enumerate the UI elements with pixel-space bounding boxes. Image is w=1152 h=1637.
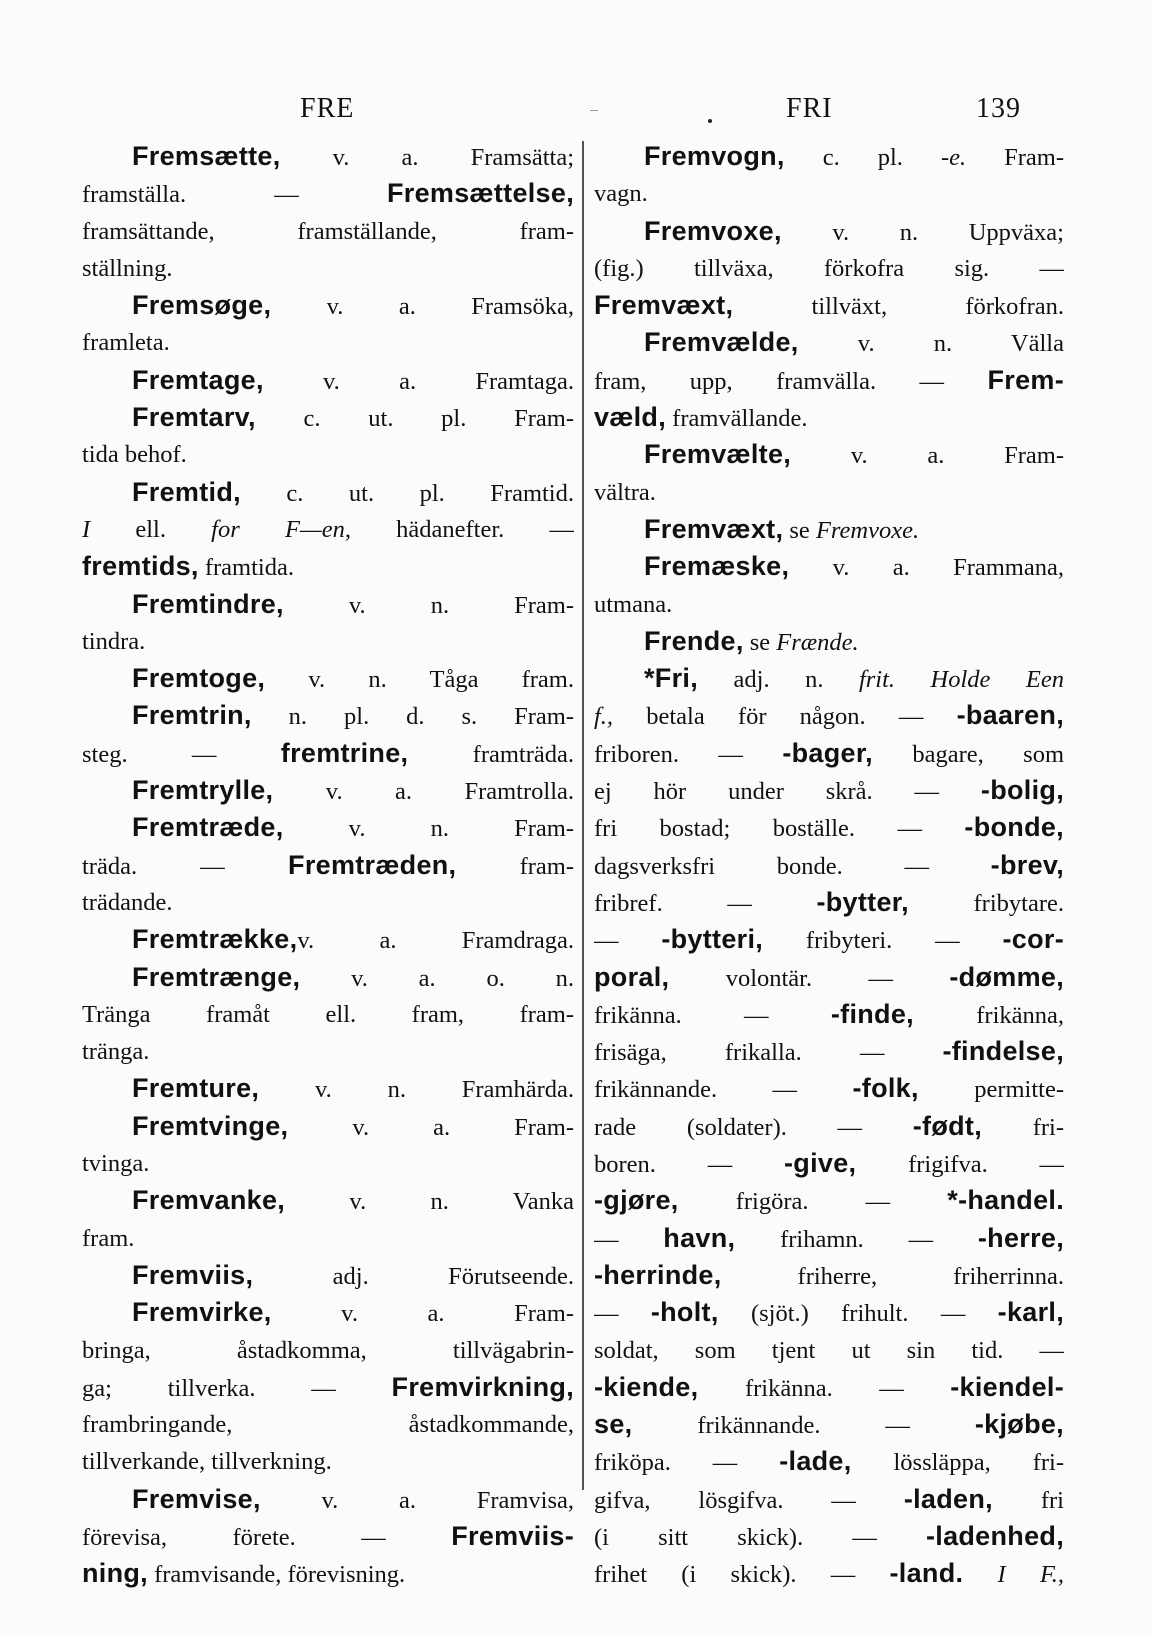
body-text: bringa, åstadkomma, tillvägabrin- bbox=[82, 1336, 574, 1364]
headword: fremtids, bbox=[82, 551, 199, 582]
body-text: adj. Förutseende. bbox=[253, 1262, 574, 1290]
body-text: fribyteri. — bbox=[763, 927, 1003, 955]
text-line bbox=[594, 772, 1064, 809]
italic-text: Frænde. bbox=[776, 628, 859, 656]
body-text: v. a. Framtrolla. bbox=[273, 778, 574, 806]
body-text: v. n. Uppväxa; bbox=[781, 218, 1064, 246]
text-line bbox=[594, 660, 1064, 697]
text-line bbox=[82, 697, 574, 734]
body-text: fri bbox=[992, 1486, 1064, 1514]
text-line bbox=[82, 1220, 574, 1257]
headword: -cor- bbox=[1002, 924, 1064, 955]
body-text: n. pl. d. s. Fram- bbox=[251, 703, 574, 731]
headword: Fremsætte, bbox=[132, 141, 281, 171]
headword: Fremtrænge, bbox=[132, 961, 301, 992]
text-line bbox=[594, 399, 1064, 436]
body-text: frambringande, åstadkommande, bbox=[82, 1411, 574, 1439]
body-text: (i sitt skick). — bbox=[594, 1523, 926, 1551]
body-text: friköpa. — bbox=[594, 1449, 780, 1477]
headword: -herrinde, bbox=[594, 1259, 722, 1290]
body-text: framställa. — bbox=[82, 181, 388, 209]
running-head-right: FRI bbox=[786, 93, 833, 124]
headword: -lade, bbox=[779, 1446, 852, 1477]
body-text: vagn. bbox=[594, 180, 648, 208]
headword: Fremvoxe, bbox=[644, 215, 782, 246]
body-text: v. n. Fram- bbox=[283, 815, 574, 843]
text-line bbox=[82, 324, 574, 361]
body-text bbox=[963, 1561, 997, 1588]
headword: -ladenhed, bbox=[925, 1520, 1064, 1551]
page-number: 139 bbox=[976, 93, 1021, 124]
body-text: ell. bbox=[90, 515, 212, 543]
text-line bbox=[594, 809, 1064, 846]
body-text: v. a. Fram- bbox=[271, 1300, 574, 1328]
body-text: frisäga, frikalla. — bbox=[594, 1039, 943, 1067]
body-text: frikänna. — bbox=[698, 1374, 951, 1402]
header-dash bbox=[590, 110, 598, 111]
body-text: tränga. bbox=[82, 1038, 150, 1066]
text-line bbox=[82, 1406, 574, 1443]
text-line bbox=[594, 474, 1064, 511]
body-text: v. a. Frammana, bbox=[789, 554, 1064, 582]
text-line bbox=[82, 548, 574, 585]
body-text: v. a. Fram- bbox=[791, 442, 1064, 470]
headword: -brev, bbox=[990, 849, 1064, 880]
text-line bbox=[82, 996, 574, 1033]
body-text: gifva, lösgifva. — bbox=[594, 1486, 904, 1514]
text-line bbox=[82, 1033, 574, 1070]
headword: Fremvæxt, bbox=[644, 513, 784, 544]
headword: -holt, bbox=[650, 1297, 719, 1328]
text-line bbox=[594, 623, 1064, 660]
body-text: v. a. o. n. bbox=[300, 964, 574, 992]
headword: poral, bbox=[594, 961, 670, 992]
running-head-left: FRE bbox=[300, 93, 355, 124]
body-text: v. n. Vanka bbox=[285, 1188, 574, 1216]
text-line bbox=[82, 1070, 574, 1107]
headword: Fremvogn, bbox=[644, 141, 785, 171]
headword: Fremtræden, bbox=[288, 849, 457, 880]
headword: -bonde, bbox=[964, 812, 1064, 843]
text-line bbox=[594, 1443, 1064, 1480]
italic-text: frit. Holde Een bbox=[858, 666, 1064, 694]
headword: Fremtarv, bbox=[132, 402, 256, 433]
text-line bbox=[594, 138, 1064, 175]
body-text: fri bostad; boställe. — bbox=[594, 815, 965, 843]
body-text: adj. n. bbox=[698, 666, 859, 694]
text-line bbox=[82, 809, 574, 846]
italic-text: for F—en, bbox=[211, 515, 351, 543]
body-text: fram. bbox=[82, 1224, 135, 1252]
text-line bbox=[594, 1294, 1064, 1331]
headword: Fremviis- bbox=[451, 1520, 574, 1551]
text-line bbox=[82, 586, 574, 623]
body-text: fram- bbox=[456, 852, 574, 880]
headword: -bolig, bbox=[980, 775, 1064, 806]
body-text: tvinga. bbox=[82, 1150, 150, 1178]
body-text: fram, upp, framvälla. — bbox=[594, 367, 988, 395]
text-line bbox=[82, 921, 574, 958]
headword: se, bbox=[594, 1409, 633, 1440]
text-line bbox=[594, 1145, 1064, 1182]
body-text: v. a. Fram- bbox=[288, 1113, 574, 1141]
text-line bbox=[594, 213, 1064, 250]
text-line bbox=[594, 250, 1064, 287]
text-line bbox=[594, 436, 1064, 473]
text-line bbox=[82, 250, 574, 287]
text-line bbox=[594, 586, 1064, 623]
text-line bbox=[82, 884, 574, 921]
body-text: steg. — bbox=[82, 740, 281, 768]
left-column bbox=[82, 138, 574, 1593]
text-line bbox=[594, 1555, 1064, 1592]
italic-text: I F., bbox=[997, 1561, 1064, 1589]
body-text: — bbox=[594, 1225, 664, 1253]
text-line bbox=[82, 1332, 574, 1369]
text-line bbox=[594, 1257, 1064, 1294]
body-text: boren. — bbox=[594, 1151, 784, 1179]
headword: -land. bbox=[889, 1558, 964, 1589]
headword: -laden, bbox=[903, 1483, 993, 1514]
body-text: träda. — bbox=[82, 852, 289, 880]
text-line bbox=[82, 735, 574, 772]
headword: Fremtrin, bbox=[132, 700, 252, 731]
header-dot bbox=[708, 119, 712, 123]
body-text: Tränga framåt ell. fram, fram- bbox=[82, 1000, 574, 1028]
body-text: tillverkande, tillverkning. bbox=[82, 1448, 332, 1476]
body-text: frihet (i skick). — bbox=[594, 1561, 890, 1589]
body-text: friherre, friherrinna. bbox=[721, 1262, 1064, 1290]
body-text: se bbox=[743, 628, 777, 656]
body-text: frigöra. — bbox=[678, 1188, 948, 1216]
body-text: framleta. bbox=[82, 329, 170, 357]
headword: fremtrine, bbox=[280, 737, 409, 768]
text-line bbox=[82, 399, 574, 436]
body-text: frigifva. — bbox=[856, 1151, 1064, 1179]
headword: -gjøre, bbox=[594, 1185, 679, 1216]
text-line bbox=[594, 511, 1064, 548]
headword: Fremtid, bbox=[132, 476, 241, 507]
italic-text: I bbox=[82, 515, 91, 543]
text-line bbox=[594, 1033, 1064, 1070]
body-text: betala för någon. — bbox=[613, 703, 957, 731]
text-line bbox=[82, 1555, 574, 1592]
body-text: fri- bbox=[982, 1113, 1064, 1141]
body-text: ställning. bbox=[82, 254, 173, 282]
body-text: tida behof. bbox=[82, 441, 187, 469]
headword: Fremtræde, bbox=[132, 812, 284, 843]
text-line bbox=[594, 548, 1064, 585]
body-text: tindra. bbox=[82, 627, 146, 655]
body-text: trädande. bbox=[82, 888, 173, 916]
headword: Fremvirke, bbox=[132, 1297, 272, 1328]
body-text: — bbox=[594, 927, 662, 955]
text-line bbox=[82, 362, 574, 399]
body-text: v. n. Tåga fram. bbox=[265, 666, 574, 694]
body-text: dagsverksfri bonde. — bbox=[594, 852, 991, 880]
body-text: v. a. Framsätta; bbox=[280, 144, 574, 171]
body-text: tillväxt, förkofran. bbox=[733, 293, 1064, 321]
headword: Frende, bbox=[644, 625, 744, 656]
text-line bbox=[594, 1070, 1064, 1107]
text-line bbox=[594, 921, 1064, 958]
body-text: bagare, som bbox=[872, 740, 1064, 768]
body-text: v. n. Välla bbox=[798, 330, 1064, 358]
body-text: v. a. Framdraga. bbox=[297, 927, 574, 955]
headword: Fremvælde, bbox=[644, 327, 799, 358]
text-line bbox=[82, 623, 574, 660]
text-line bbox=[82, 1518, 574, 1555]
headword: ning, bbox=[82, 1558, 148, 1589]
headword: -kiendel- bbox=[950, 1371, 1064, 1402]
text-line bbox=[82, 959, 574, 996]
text-line bbox=[594, 697, 1064, 734]
body-text: fribref. — bbox=[594, 889, 817, 917]
body-text: friboren. — bbox=[594, 740, 783, 768]
headword: *-handel. bbox=[947, 1185, 1064, 1216]
text-line bbox=[82, 138, 574, 175]
text-line bbox=[594, 847, 1064, 884]
body-text: framvisande, förevisning. bbox=[147, 1561, 406, 1589]
body-text: permitte- bbox=[918, 1076, 1064, 1104]
body-text: frikänna, bbox=[913, 1001, 1064, 1029]
headword: Fremvæxt, bbox=[594, 290, 734, 321]
headword: -dømme, bbox=[949, 961, 1064, 992]
text-line bbox=[82, 772, 574, 809]
text-line bbox=[82, 1481, 574, 1518]
headword: -født, bbox=[912, 1110, 983, 1141]
right-column bbox=[594, 138, 1064, 1593]
body-text: frikännande. — bbox=[632, 1412, 975, 1440]
text-line bbox=[82, 287, 574, 324]
body-text: förevisa, förete. — bbox=[82, 1523, 452, 1551]
body-text: v. a. Framvisa, bbox=[260, 1486, 574, 1514]
body-text: v. n. Fram- bbox=[283, 591, 574, 619]
text-line bbox=[594, 1182, 1064, 1219]
headword: havn, bbox=[663, 1222, 736, 1253]
headword: -finde, bbox=[830, 998, 914, 1029]
text-line bbox=[594, 1369, 1064, 1406]
body-text: c. ut. pl. Fram- bbox=[255, 405, 574, 433]
body-text: se bbox=[783, 516, 816, 544]
body-text: Fram- bbox=[966, 144, 1064, 171]
body-text: utmana. bbox=[594, 590, 673, 618]
italic-text: f., bbox=[594, 703, 614, 731]
text-line bbox=[82, 1182, 574, 1219]
headword: -kjøbe, bbox=[974, 1409, 1064, 1440]
body-text: v. n. Framhärda. bbox=[259, 1076, 574, 1104]
body-text: c. pl. bbox=[784, 144, 941, 171]
italic-text: Fremvoxe. bbox=[815, 516, 920, 544]
body-text: framträda. bbox=[408, 740, 574, 768]
body-text: fribytare. bbox=[908, 889, 1064, 917]
body-text: v. a. Framsöka, bbox=[271, 293, 574, 321]
headword: Fremsættelse, bbox=[387, 178, 574, 209]
text-line bbox=[594, 1332, 1064, 1369]
text-line bbox=[594, 884, 1064, 921]
text-line bbox=[594, 735, 1064, 772]
headword: Fremtvinge, bbox=[132, 1110, 289, 1141]
body-text: framtida. bbox=[198, 554, 294, 582]
headword: -give, bbox=[784, 1148, 857, 1179]
headword: Fremvælte, bbox=[644, 439, 792, 470]
headword: Fremtoge, bbox=[132, 663, 266, 694]
text-line bbox=[82, 474, 574, 511]
headword: Fremsøge, bbox=[132, 290, 272, 321]
body-text: ej hör under skrå. — bbox=[594, 778, 981, 806]
column-rule bbox=[582, 141, 584, 1490]
text-line bbox=[82, 1443, 574, 1480]
text-line bbox=[82, 1145, 574, 1182]
headword: Fremviis, bbox=[132, 1259, 254, 1290]
body-text: (sjöt.) frihult. — bbox=[718, 1300, 998, 1328]
headword: -kiende, bbox=[594, 1371, 699, 1402]
body-text: framsättande, framställande, fram- bbox=[82, 217, 574, 245]
text-line bbox=[82, 1294, 574, 1331]
headword: -bager, bbox=[782, 737, 873, 768]
text-line bbox=[594, 1518, 1064, 1555]
headword: Fremtindre, bbox=[132, 588, 284, 619]
body-text: frikännande. — bbox=[594, 1076, 853, 1104]
headword: væld, bbox=[594, 402, 667, 433]
text-line bbox=[82, 847, 574, 884]
headword: -bytter, bbox=[816, 886, 909, 917]
text-line bbox=[82, 660, 574, 697]
headword: -baaren, bbox=[956, 700, 1064, 731]
text-line bbox=[594, 1108, 1064, 1145]
headword: Fremvanke, bbox=[132, 1185, 286, 1216]
text-line bbox=[594, 1481, 1064, 1518]
text-line bbox=[82, 213, 574, 250]
body-text: frikänna. — bbox=[594, 1001, 831, 1029]
body-text: c. ut. pl. Framtid. bbox=[240, 479, 574, 507]
headword: -bytteri, bbox=[661, 924, 764, 955]
headword: Fremvirkning, bbox=[391, 1371, 574, 1402]
body-text: vältra. bbox=[594, 478, 656, 506]
headword: -herre, bbox=[977, 1222, 1064, 1253]
body-text: v. a. Framtaga. bbox=[263, 367, 574, 395]
headword: Fremtrylle, bbox=[132, 775, 274, 806]
body-text: (fig.) tillväxa, förkofra sig. — bbox=[594, 254, 1064, 282]
body-text: hädanefter. — bbox=[350, 515, 574, 543]
headword: Fremture, bbox=[132, 1073, 260, 1104]
headword: Fremvise, bbox=[132, 1483, 261, 1514]
body-text: rade (soldater). — bbox=[594, 1113, 913, 1141]
body-text: ga; tillverka. — bbox=[82, 1374, 392, 1402]
text-line bbox=[82, 1108, 574, 1145]
text-line bbox=[82, 1369, 574, 1406]
text-line bbox=[82, 1257, 574, 1294]
text-line bbox=[594, 175, 1064, 212]
text-line bbox=[594, 959, 1064, 996]
body-text: — bbox=[594, 1300, 651, 1328]
text-line bbox=[594, 1406, 1064, 1443]
headword: Frem- bbox=[987, 364, 1064, 395]
headword: Fremtage, bbox=[132, 364, 264, 395]
body-text: frihamn. — bbox=[735, 1225, 978, 1253]
headword: *Fri, bbox=[644, 663, 699, 694]
headword: -karl, bbox=[997, 1297, 1064, 1328]
headword: Fremtrække, bbox=[132, 924, 298, 955]
text-line bbox=[594, 287, 1064, 324]
text-line bbox=[594, 324, 1064, 361]
headword: -findelse, bbox=[942, 1036, 1064, 1067]
text-line bbox=[82, 436, 574, 473]
text-line bbox=[594, 1220, 1064, 1257]
italic-text: -e. bbox=[940, 144, 967, 171]
headword: -folk, bbox=[852, 1073, 919, 1104]
text-line bbox=[82, 175, 574, 212]
text-line bbox=[82, 511, 574, 548]
body-text: soldat, som tjent ut sin tid. — bbox=[594, 1336, 1064, 1364]
headword: Fremæske, bbox=[644, 551, 790, 582]
body-text: framvällande. bbox=[666, 405, 808, 433]
text-line bbox=[594, 362, 1064, 399]
body-text: volontär. — bbox=[669, 964, 950, 992]
text-line bbox=[594, 996, 1064, 1033]
body-text: lössläppa, fri- bbox=[851, 1449, 1064, 1477]
